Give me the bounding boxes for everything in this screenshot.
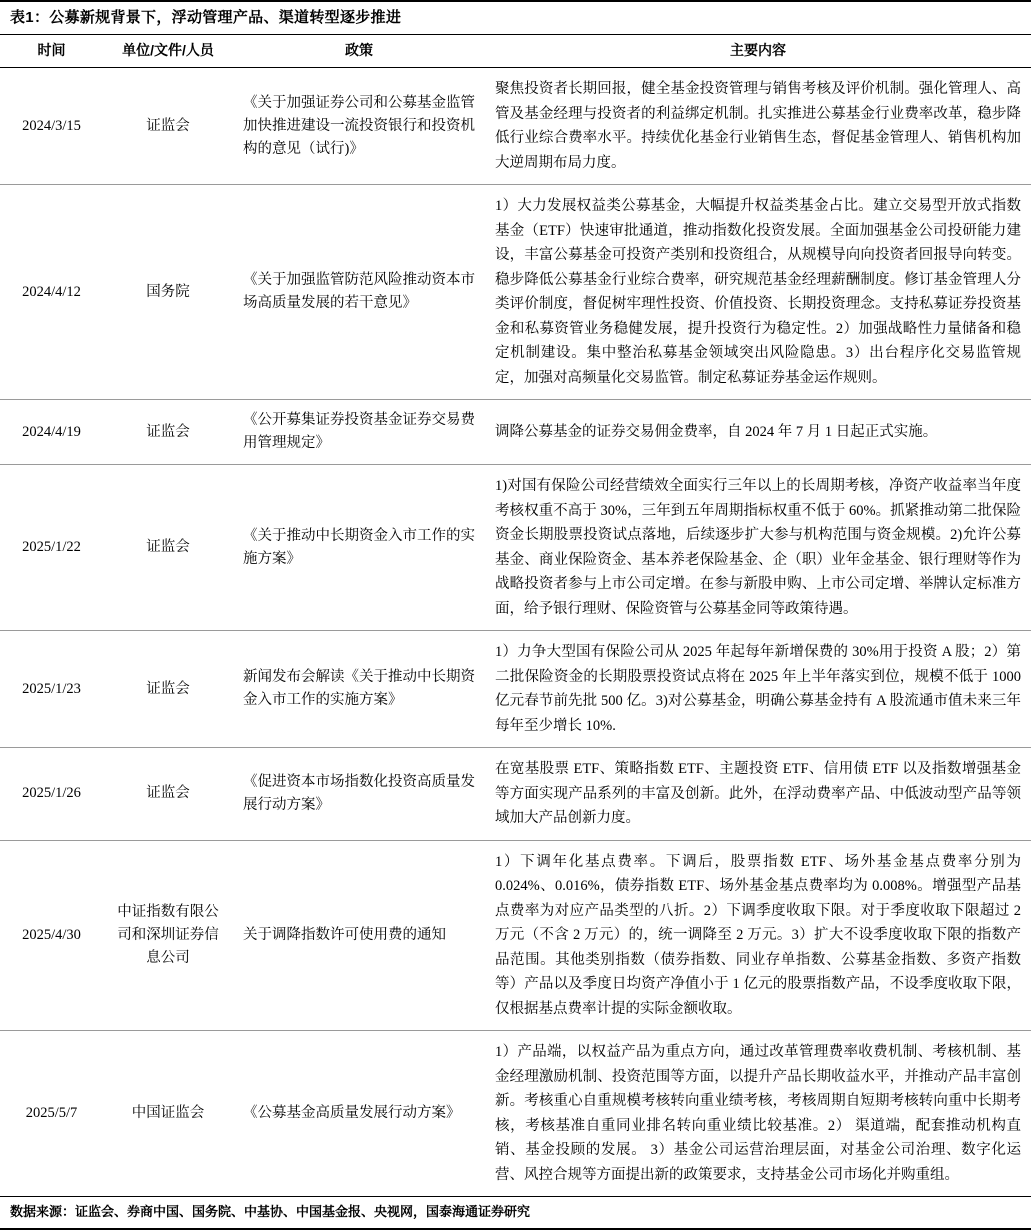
cell-org: 中国证监会 xyxy=(103,1031,233,1197)
cell-policy: 关于调降指数许可使用费的通知 xyxy=(233,840,485,1031)
table-row xyxy=(0,465,1031,631)
table-row xyxy=(0,400,1031,465)
cell-policy: 《公募基金高质量发展行动方案》 xyxy=(233,1031,485,1197)
policy-table xyxy=(0,35,1031,1197)
data-source-note: 数据来源：证监会、券商中国、国务院、中基协、中国基金报、央视网，国泰海通证券研究 xyxy=(10,1204,531,1219)
cell-content: 1）力争大型国有保险公司从 2025 年起每年新增保费的 30%用于投资 A 股；2）第二批保险资金的长期股票投资试点将在 2025 年上半年落实到位，规模不低于 1000 亿元春节前先批 500 亿。3)对公募基金，明确公募基金持有 A 股流通市值未来三年每年至少增长 10%. xyxy=(485,631,1031,748)
cell-time: 2024/4/19 xyxy=(0,400,103,465)
table-row xyxy=(0,631,1031,748)
cell-content: 1）下调年化基点费率。下调后，股票指数 ETF、场外基金基点费率分别为 0.024%、0.016%，债券指数 ETF、场外基金基点费率均为 0.008%。增强型产品基点费率为对应产品类型的八折。2）下调季度收取下限。对于季度收取下限超过 2 万元（不含 2 万元）的，统一调降至 2 万元。3）扩大不设季度收取下限的指数产品范围。其他类别指数（债券指数、同业存单指数、公募基金指数、多资产指数等）产品以及季度日均资产净值小于 1 亿元的股票指数产品，不设季度收取下限，仅根据基点费率计提的实际金额收取。 xyxy=(485,840,1031,1031)
cell-policy: 《关于加强证券公司和公募基金监管加快推进建设一流投资银行和投资机构的意见（试行)》 xyxy=(233,68,485,185)
column-header-org: 单位/文件/人员 xyxy=(103,35,233,68)
table-header xyxy=(0,35,1031,68)
table-row xyxy=(0,185,1031,400)
cell-time: 2025/5/7 xyxy=(0,1031,103,1197)
cell-time: 2025/1/26 xyxy=(0,748,103,841)
cell-policy: 《公开募集证券投资基金证券交易费用管理规定》 xyxy=(233,400,485,465)
cell-content: 1）大力发展权益类公募基金，大幅提升权益类基金占比。建立交易型开放式指数基金（ETF）快速审批通道，推动指数化投资发展。全面加强基金公司投研能力建设，丰富公募基金可投资产类别和投资组合，从规模导向向投资者回报导向转变。稳步降低公募基金行业综合费率，研究规范基金经理薪酬制度。修订基金管理人分类评价制度，督促树牢理性投资、价值投资、长期投资理念。支持私募证券投资基金和私募资管业务稳健发展，提升投资行为稳定性。2）加强战略性力量储备和稳定机制建设。集中整治私募基金领域突出风险隐患。3）出台程序化交易监管规定，加强对高频量化交易监管。制定私募证券基金运作规则。 xyxy=(485,185,1031,400)
header-row xyxy=(0,35,1031,68)
cell-content: 聚焦投资者长期回报，健全基金投资管理与销售考核及评价机制。强化管理人、高管及基金经理与投资者的利益绑定机制。扎实推进公募基金行业费率改革，稳步降低行业综合费率水平。持续优化基金行业销售生态，督促基金管理人、销售机构加大逆周期布局力度。 xyxy=(485,68,1031,185)
cell-org: 证监会 xyxy=(103,68,233,185)
cell-content: 1)对国有保险公司经营绩效全面实行三年以上的长周期考核，净资产收益率当年度考核权重不高于 30%，三年到五年周期指标权重不低于 60%。抓紧推动第二批保险资金长期股票投资试点落地，后续逐步扩大参与机构范围与资金规模。2)允许公募基金、商业保险资金、基本养老保险基金、企（职）业年金基金、银行理财等作为战略投资者参与上市公司定增。在参与新股申购、上市公司定增、举牌认定标准方面，给予银行理财、保险资管与公募基金同等政策待遇。 xyxy=(485,465,1031,631)
cell-content: 1）产品端，以权益产品为重点方向，通过改革管理费率收费机制、考核机制、基金经理激励机制、投资范围等方面，以提升产品长期收益水平，并推动产品丰富创新。考核重心自重规模考核转向重业绩考核，考核周期自短期考核转向重中长期考核，考核基准自重同业排名转向重业绩比较基准。2） 渠道端，配套推动机构直销、基金投顾的发展。 3）基金公司运营治理层面，对基金公司治理、数字化运营、风控合规等方面提出新的政策要求，支持基金公司市场化并购重组。 xyxy=(485,1031,1031,1197)
cell-org: 中证指数有限公司和深圳证券信息公司 xyxy=(103,840,233,1031)
table-row xyxy=(0,748,1031,841)
column-header-time: 时间 xyxy=(0,35,103,68)
cell-time: 2024/4/12 xyxy=(0,185,103,400)
table-caption-bar xyxy=(0,0,1031,35)
table-row xyxy=(0,68,1031,185)
cell-time: 2024/3/15 xyxy=(0,68,103,185)
cell-policy: 《关于推动中长期资金入市工作的实施方案》 xyxy=(233,465,485,631)
cell-policy: 《关于加强监管防范风险推动资本市场高质量发展的若干意见》 xyxy=(233,185,485,400)
cell-org: 国务院 xyxy=(103,185,233,400)
cell-org: 证监会 xyxy=(103,748,233,841)
column-header-policy: 政策 xyxy=(233,35,485,68)
cell-content: 调降公募基金的证券交易佣金费率，自 2024 年 7 月 1 日起正式实施。 xyxy=(485,400,1031,465)
table-row xyxy=(0,840,1031,1031)
source-bar xyxy=(0,1197,1031,1230)
cell-time: 2025/1/22 xyxy=(0,465,103,631)
column-header-content: 主要内容 xyxy=(485,35,1031,68)
table-body xyxy=(0,68,1031,1197)
cell-org: 证监会 xyxy=(103,400,233,465)
cell-policy: 新闻发布会解读《关于推动中长期资金入市工作的实施方案》 xyxy=(233,631,485,748)
cell-content: 在宽基股票 ETF、策略指数 ETF、主题投资 ETF、信用债 ETF 以及指数增强基金等方面实现产品系列的丰富及创新。此外，在浮动费率产品、中低波动型产品等领域加大产品创新力度。 xyxy=(485,748,1031,841)
table-caption: 表1：公募新规背景下，浮动管理产品、渠道转型逐步推进 xyxy=(10,9,402,26)
cell-policy: 《促进资本市场指数化投资高质量发展行动方案》 xyxy=(233,748,485,841)
cell-org: 证监会 xyxy=(103,631,233,748)
table-row xyxy=(0,1031,1031,1197)
cell-time: 2025/1/23 xyxy=(0,631,103,748)
cell-org: 证监会 xyxy=(103,465,233,631)
cell-time: 2025/4/30 xyxy=(0,840,103,1031)
